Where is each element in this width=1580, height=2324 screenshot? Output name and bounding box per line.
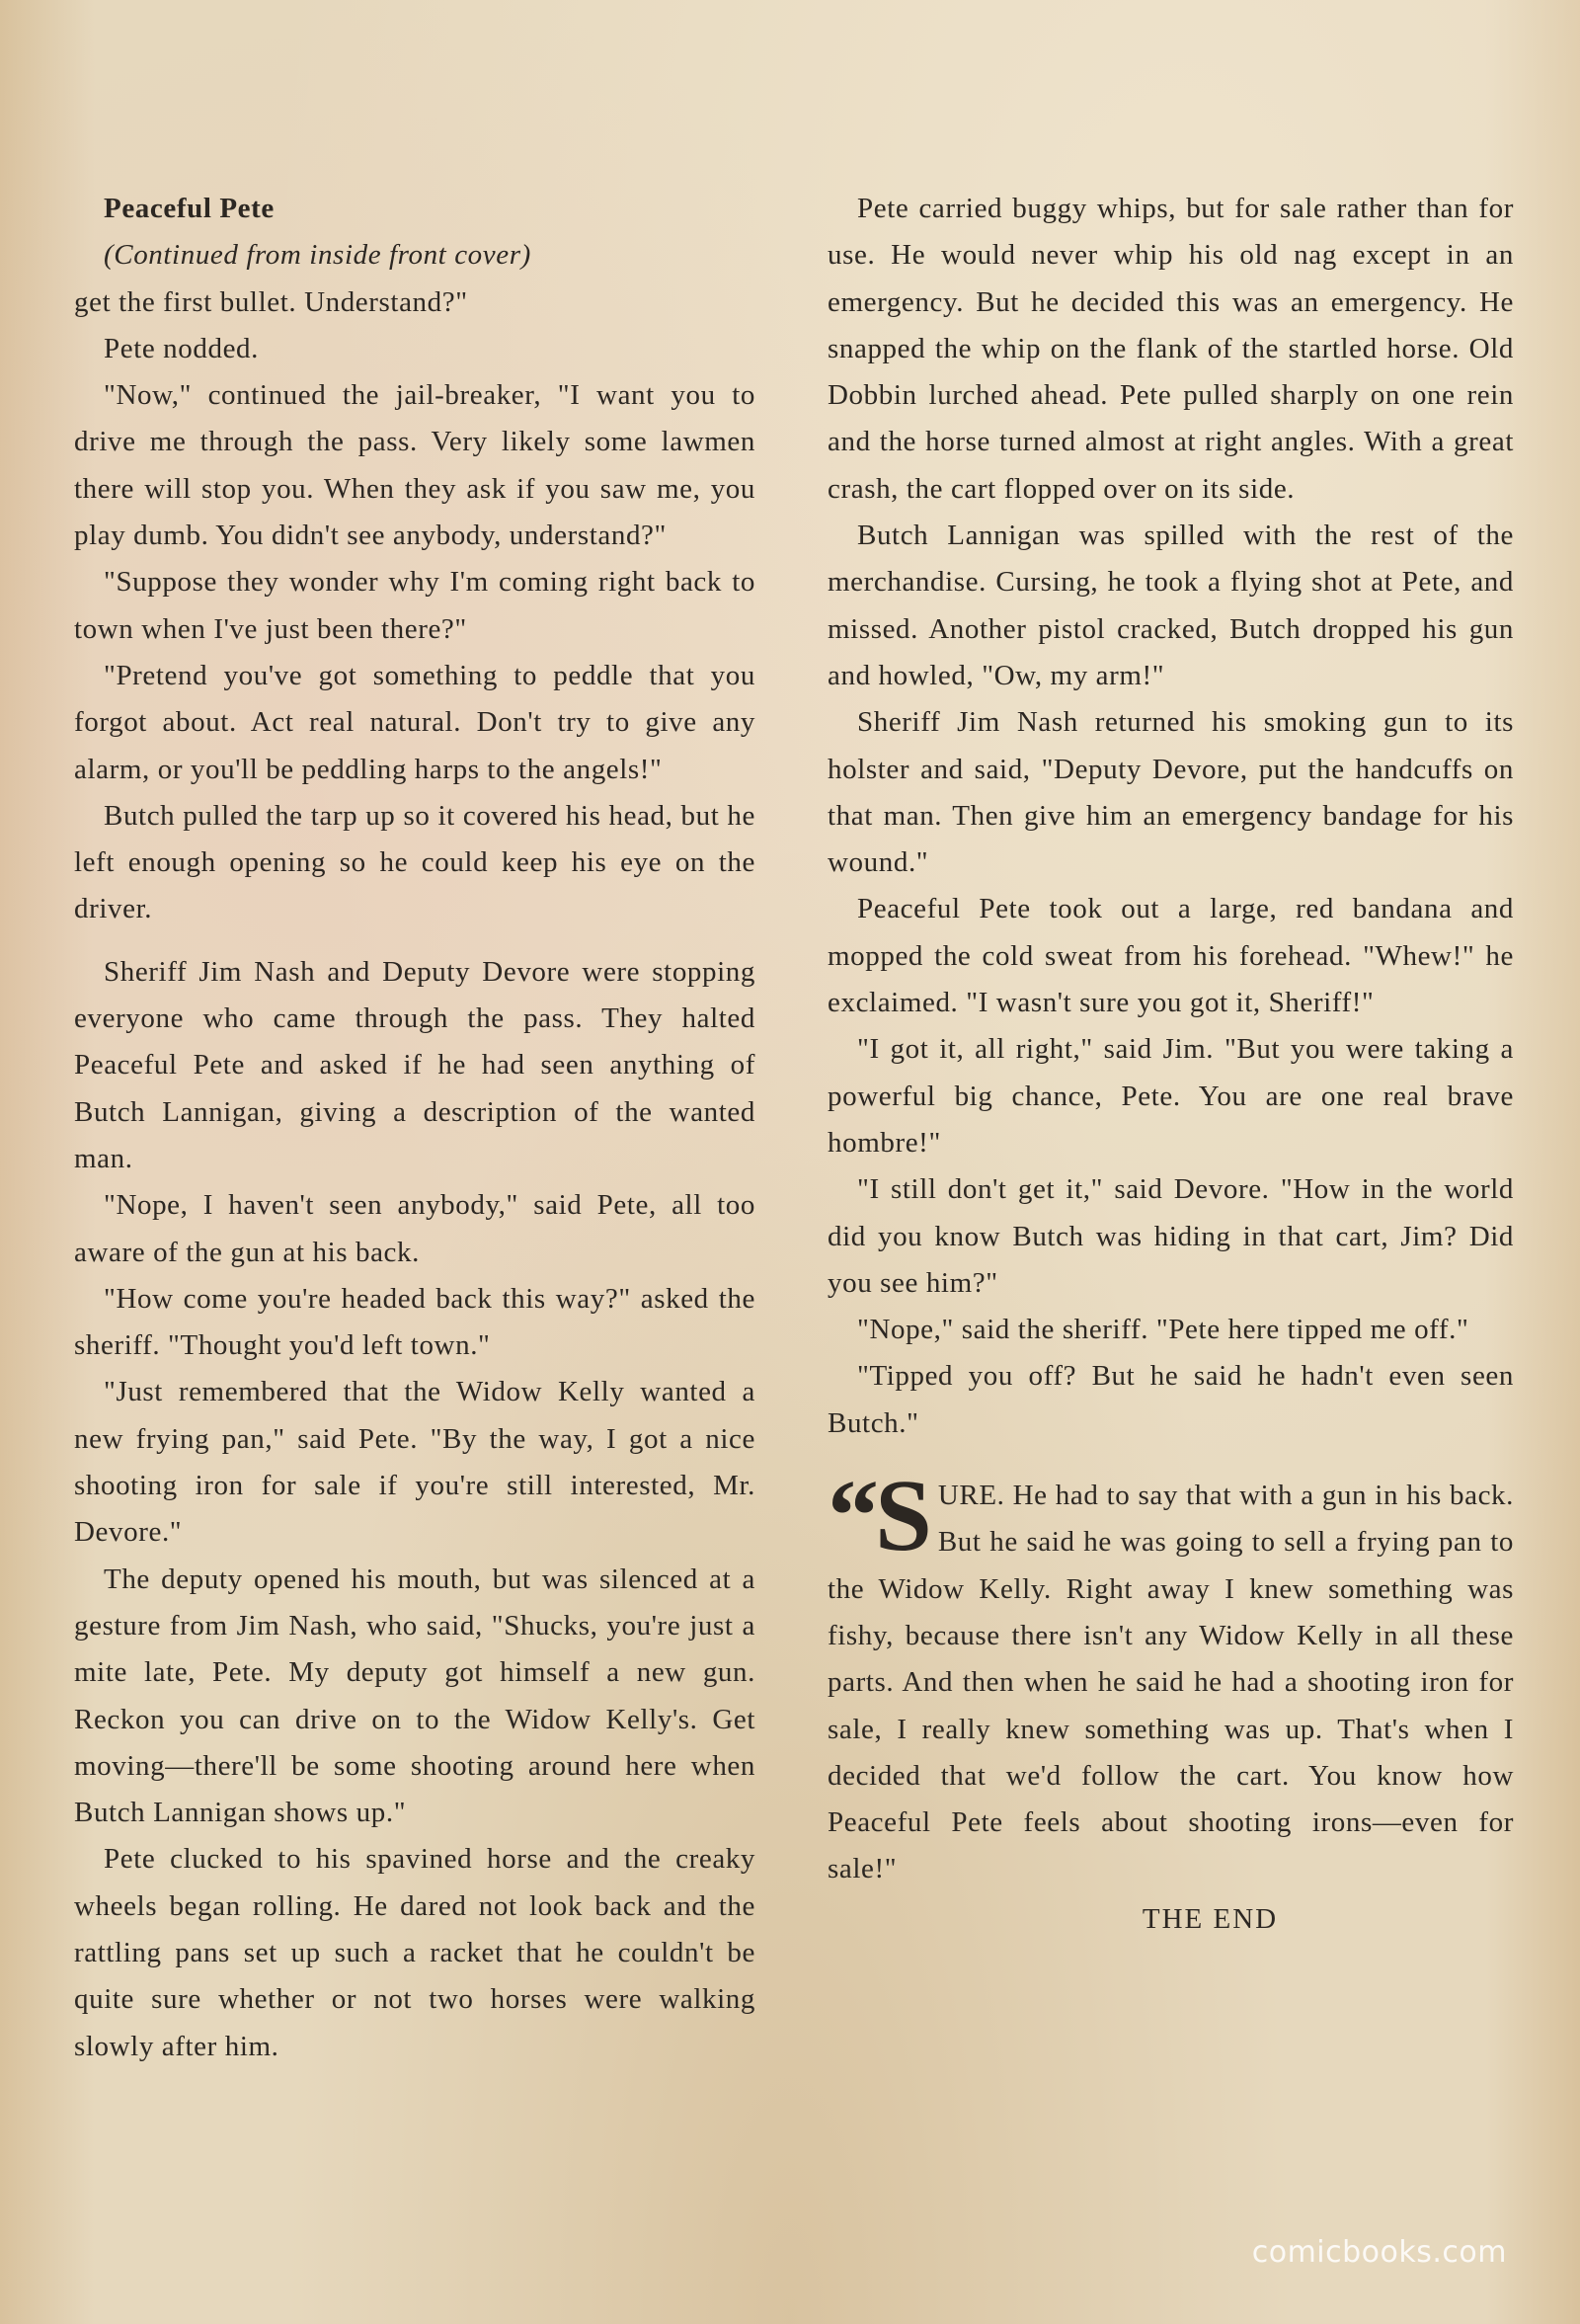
paragraph: Sheriff Jim Nash returned his smoking gun to its holster and said, "Deputy Devore, put the handcuffs on that man. Then give him an emergency bandage for his wound." — [828, 706, 1514, 879]
paragraph: "Nope," said the sheriff. "Pete here tipped me off." — [857, 1314, 1469, 1346]
paragraph: Pete carried buggy whips, but for sale rather than for use. He would never whip his old nag except in an emergency. But he decided this was an emergency. He snapped the whip on the flank of the startled horse. Old Dobbin lurched ahead. Pete pulled sharply on one rein and the horse turned almost at right angles. With a great crash, the cart flopped over on its side. — [828, 193, 1514, 505]
paragraph: Pete clucked to his spavined horse and the creaky wheels began rolling. He dared not look back and the rattling pans set up such a racket that he couldn't be quite sure whether or not two horses were walking slowly after him. — [74, 1843, 755, 2062]
right-column — [828, 186, 1514, 1936]
paragraph: "Now," continued the jail-breaker, "I want you to drive me through the pass. Very likely some lawmen there will stop you. When they ask if you saw me, you play dumb. You didn't see anybody, understand?" — [74, 379, 755, 552]
story-title: Peaceful Pete — [104, 193, 275, 224]
left-column — [74, 186, 755, 2070]
paragraph: "Pretend you've got something to peddle that you forgot about. Act real natural. Don't try to give any alarm, or you'll be peddling harps to the angels!" — [74, 659, 755, 785]
paragraph: Pete nodded. — [104, 332, 260, 364]
paragraph: "How come you're headed back this way?" asked the sheriff. "Thought you'd left town." — [74, 1282, 755, 1362]
paragraph: Butch pulled the tarp up so it covered his head, but he left enough opening so he could keep his eye on the driver. — [74, 799, 755, 925]
paragraph: Butch Lannigan was spilled with the rest of the merchandise. Cursing, he took a flying shot at Pete, and missed. Another pistol cracked, Butch dropped his gun and howled, "Ow, my arm!" — [828, 520, 1514, 691]
final-paragraph — [828, 1459, 1514, 1893]
drop-cap: “S — [828, 1459, 928, 1573]
watermark: comicbooks.com — [1251, 2235, 1507, 2270]
paragraph: The deputy opened his mouth, but was silenced at a gesture from Jim Nash, who said, "Shucks, you're just a mite late, Pete. My deputy got himself a new gun. Reckon you can drive on to the Widow Kelly's. Get moving—there'll be some shooting around here when Butch Lannigan shows up." — [74, 1563, 755, 1829]
paragraph: Peaceful Pete took out a large, red bandana and mopped the cold sweat from his forehead. "Whew!" he exclaimed. "I wasn't sure you got it, Sheriff!" — [828, 893, 1514, 1019]
paragraph: "I still don't get it," said Devore. "How in the world did you know Butch was hiding in that cart, Jim? Did you see him?" — [828, 1173, 1514, 1299]
paragraph: Sheriff Jim Nash and Deputy Devore were stopping everyone who came through the pass. They halted Peaceful Pete and asked if he had seen anything of Butch Lannigan, giving a description of the wanted man. — [74, 955, 755, 1174]
story-subtitle: (Continued from inside front cover) — [104, 239, 531, 272]
the-end-label: THE END — [1142, 1902, 1279, 1935]
paragraph: URE. He had to say that with a gun in his back. But he said he was going to sell a frying pan to the Widow Kelly. Right away I knew something was fishy, because there isn't any Widow Kelly in all these parts. And then when he said he had a shooting iron for sale, I really knew something was up. That's when I decided that we'd follow the cart. You know how Peaceful Pete feels about shooting irons—even for sale!" — [828, 1480, 1514, 1885]
paragraph: "Just remembered that the Widow Kelly wanted a new frying pan," said Pete. "By the way, I got a nice shooting iron for sale if you're still interested, Mr. Devore." — [74, 1376, 755, 1549]
paragraph: "Nope, I haven't seen anybody," said Pete, all too aware of the gun at his back. — [74, 1189, 755, 1268]
paragraph: "Suppose they wonder why I'm coming right back to town when I've just been there?" — [74, 566, 755, 645]
paragraph: get the first bullet. Understand?" — [74, 285, 468, 318]
paragraph: "I got it, all right," said Jim. "But you were taking a powerful big chance, Pete. You are one real brave hombre!" — [828, 1033, 1514, 1159]
paragraph: "Tipped you off? But he said he hadn't even seen Butch." — [828, 1360, 1514, 1439]
